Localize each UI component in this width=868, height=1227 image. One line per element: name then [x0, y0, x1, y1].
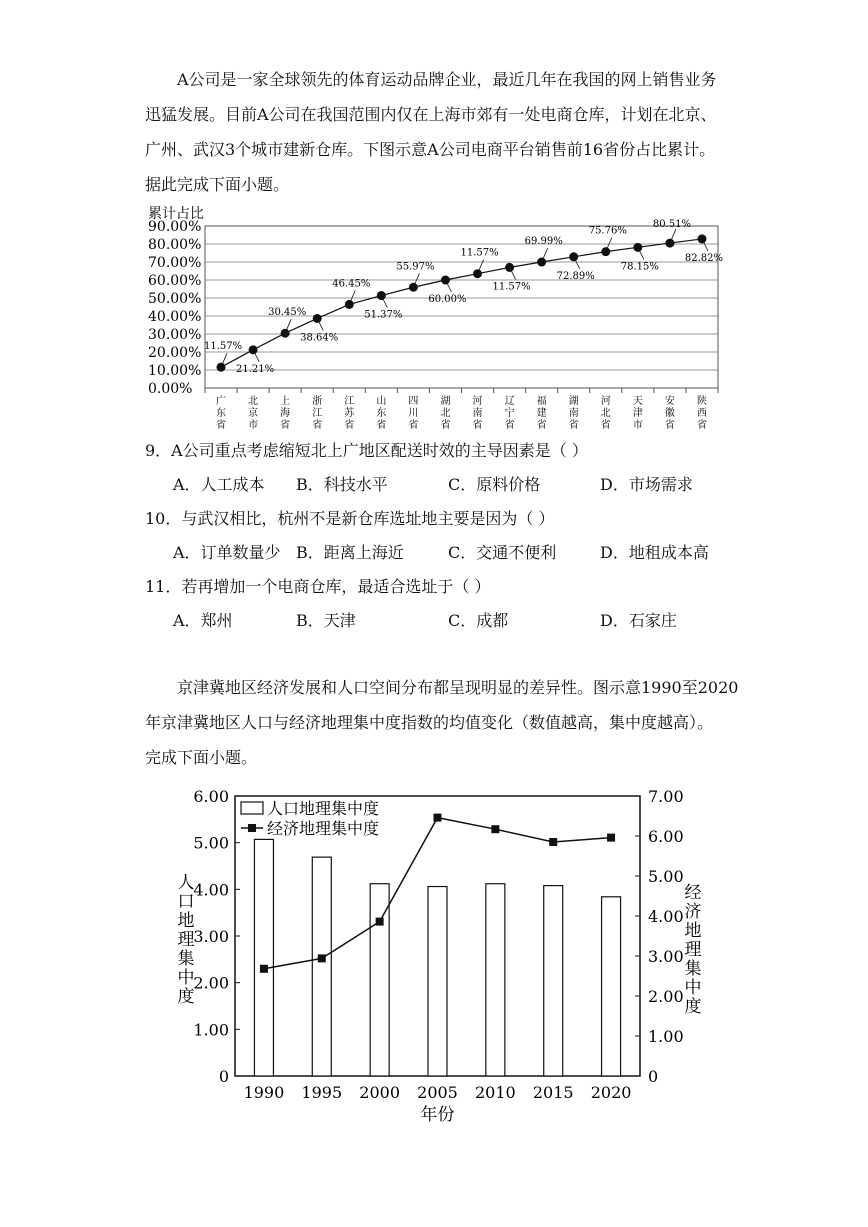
data-point	[217, 363, 226, 372]
data-label: 69.99%	[524, 236, 563, 248]
data-label: 80.51%	[652, 219, 691, 231]
left-tick-label: 0	[218, 1067, 229, 1086]
x-tick-label: 河南省	[472, 396, 483, 431]
left-tick-label: 1.00	[193, 1020, 229, 1040]
q9-option-a[interactable]: A．人工成本	[173, 475, 265, 494]
economy-marker	[549, 838, 557, 846]
right-tick-label: 5.00	[648, 867, 684, 886]
question-9-stem: 9．A公司重点考虑缩短北上广地区配送时效的主导因素是（ ）	[145, 441, 588, 460]
data-point	[345, 300, 354, 309]
right-tick-label: 1.00	[648, 1027, 684, 1046]
x-tick-label: 天津市	[632, 396, 643, 431]
q10-option-b[interactable]: B．距离上海近	[296, 543, 404, 562]
legend-label: 人口地理集中度	[267, 799, 380, 818]
concentration-chart	[0, 780, 868, 1140]
q10-option-a[interactable]: A．订单数量少	[173, 543, 281, 562]
x-tick-label: 2015	[532, 1083, 574, 1102]
question-10-stem: 10．与武汉相比，杭州不是新仓库选址地主要是因为（ ）	[145, 509, 555, 528]
data-label: 46.45%	[332, 278, 371, 290]
x-tick-label: 江苏省	[344, 396, 355, 431]
population-bar	[486, 884, 505, 1076]
x-tick-label: 上海省	[280, 396, 291, 431]
x-tick-label: 浙江省	[312, 396, 323, 431]
cumulative-share-chart	[0, 200, 868, 435]
left-tick-label: 5.00	[193, 833, 229, 853]
right-tick-label: 0	[648, 1067, 659, 1086]
population-bar	[370, 884, 389, 1076]
legend-label: 经济地理集中度	[267, 819, 380, 838]
x-tick-label: 陕西省	[696, 396, 707, 431]
q10-option-d[interactable]: D．地租成本高	[600, 543, 709, 562]
q11-option-c[interactable]: C．成都	[448, 611, 509, 630]
q11-option-a[interactable]: A．郑州	[173, 611, 233, 630]
x-tick-label: 辽宁省	[504, 396, 515, 431]
x-tick-label: 广东省	[216, 396, 227, 431]
right-tick-label: 2.00	[648, 987, 684, 1006]
data-point	[505, 263, 514, 272]
population-bar	[602, 897, 621, 1076]
q9-option-b[interactable]: B．科技水平	[296, 475, 388, 494]
x-tick-label: 福建省	[536, 396, 547, 431]
passage-2	[145, 670, 745, 775]
x-tick-label: 2020	[590, 1083, 632, 1102]
economy-marker	[607, 834, 615, 842]
left-axis-label: 人口地理集中度	[177, 873, 195, 1007]
data-label: 11.57%	[460, 247, 499, 259]
x-tick-label: 1990	[243, 1083, 285, 1102]
data-label: 30.45%	[268, 307, 307, 319]
economy-marker	[491, 825, 499, 833]
x-tick-label: 山东省	[376, 396, 387, 431]
passage-1-line: A公司是一家全球领先的体育运动品牌企业，最近几年在我国的网上销售业务	[177, 70, 717, 89]
y-tick-label: 30.00%	[148, 327, 202, 343]
x-tick-label: 2005	[417, 1083, 458, 1102]
passage-2-line: 完成下面小题。	[145, 748, 258, 767]
x-tick-label: 安徽省	[664, 396, 675, 431]
data-label: 21.21%	[236, 363, 275, 375]
data-point	[697, 234, 706, 243]
right-tick-label: 6.00	[648, 827, 684, 846]
data-point	[473, 269, 482, 278]
y-tick-label: 0.00%	[148, 381, 193, 397]
data-point	[537, 258, 546, 267]
y-tick-label: 90.00%	[148, 219, 202, 235]
right-tick-label: 4.00	[648, 907, 684, 926]
data-label: 82.82%	[684, 252, 724, 264]
question-11-stem: 11．若再增加一个电商仓库，最适合选址于（ ）	[145, 577, 491, 596]
y-axis-label: 累计占比	[148, 206, 204, 222]
q9-option-c[interactable]: C．原料价格	[448, 475, 541, 494]
data-label: 60.00%	[428, 294, 467, 305]
data-label: 75.76%	[588, 225, 627, 237]
y-tick-label: 80.00%	[148, 237, 202, 253]
data-label: 78.15%	[620, 261, 659, 273]
passage-2-line: 年京津冀地区人口与经济地理集中度指数的均值变化（数值越高，集中度越高）。	[145, 713, 714, 732]
left-tick-label: 6.00	[193, 787, 229, 806]
economy-marker	[318, 954, 326, 962]
data-label: 51.37%	[364, 309, 403, 321]
left-tick-label: 3.00	[193, 927, 229, 946]
population-bar	[544, 886, 563, 1076]
data-label: 11.57%	[492, 281, 531, 293]
economy-marker	[434, 814, 442, 822]
legend-bar-swatch	[241, 802, 263, 814]
right-axis-label: 经济地理集中度	[684, 883, 702, 1017]
q9-option-d[interactable]: D．市场需求	[600, 475, 693, 494]
x-tick-label: 湖南省	[568, 396, 579, 431]
data-label: 72.89%	[556, 270, 595, 282]
x-axis-label: 年份	[420, 1105, 455, 1125]
passage-1-line: 据此完成下面小题。	[145, 175, 290, 194]
q11-option-d[interactable]: D．石家庄	[600, 611, 677, 630]
population-bar	[428, 887, 447, 1076]
passage-2-line: 京津冀地区经济发展和人口空间分布都呈现明显的差异性。图示意1990至2020	[177, 678, 739, 697]
right-tick-label: 7.00	[648, 787, 684, 806]
x-tick-label: 北京市	[248, 396, 259, 431]
data-label: 55.97%	[396, 261, 435, 273]
q11-option-b[interactable]: B．天津	[296, 611, 356, 630]
x-tick-label: 2000	[359, 1083, 401, 1102]
population-bar	[312, 857, 331, 1076]
q10-option-c[interactable]: C．交通不便利	[448, 543, 557, 562]
x-tick-label: 湖北省	[440, 396, 451, 431]
y-tick-label: 20.00%	[148, 345, 202, 361]
economy-marker	[260, 965, 268, 973]
x-tick-label: 2010	[474, 1083, 516, 1102]
left-tick-label: 2.00	[193, 973, 229, 993]
left-tick-label: 4.00	[193, 880, 229, 900]
passage-1-line: 迅猛发展。目前A公司在我国范围内仅在上海市郊有一处电商仓库，计划在北京、	[145, 105, 717, 124]
y-tick-label: 60.00%	[148, 273, 202, 289]
right-tick-label: 3.00	[648, 947, 684, 966]
y-tick-label: 50.00%	[148, 291, 202, 307]
population-bar	[254, 839, 273, 1076]
data-label: 38.64%	[300, 332, 339, 344]
x-tick-label: 1995	[301, 1083, 343, 1102]
passage-1-line: 广州、武汉3个城市建新仓库。下图示意A公司电商平台销售前16省份占比累计。	[145, 140, 716, 159]
x-tick-label: 四川省	[408, 396, 419, 431]
economy-marker	[376, 918, 384, 926]
y-tick-label: 10.00%	[148, 363, 202, 379]
y-tick-label: 70.00%	[148, 255, 202, 271]
x-tick-label: 河北省	[600, 396, 611, 431]
legend-marker-swatch	[248, 824, 256, 832]
passage-1	[145, 62, 745, 202]
data-label: 11.57%	[203, 341, 243, 353]
y-tick-label: 40.00%	[148, 309, 202, 325]
